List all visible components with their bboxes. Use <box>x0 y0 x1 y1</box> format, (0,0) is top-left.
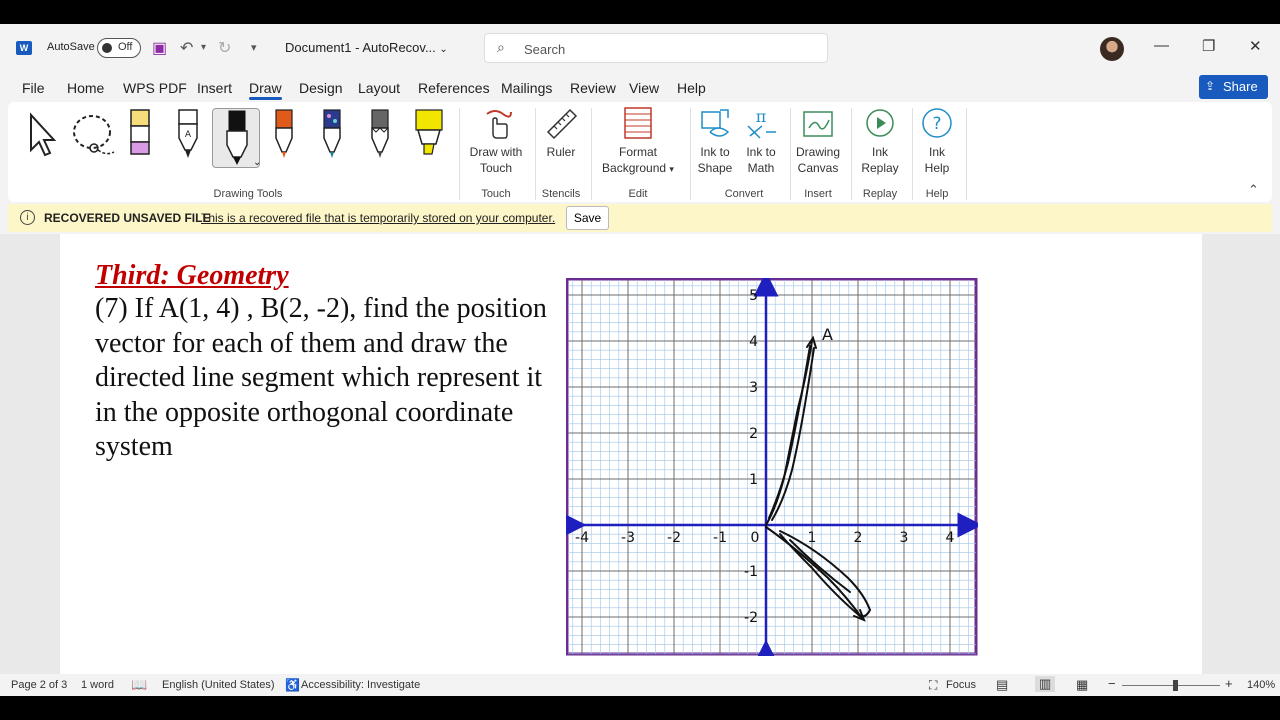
ink-help-button[interactable] <box>916 106 958 176</box>
ink-to-shape-icon <box>698 106 732 140</box>
x-tick-label: 1 <box>807 530 817 546</box>
group-label-drawing-tools: Drawing Tools <box>213 188 283 200</box>
document-area <box>0 234 1280 674</box>
share-icon: ⇪ <box>1205 79 1216 93</box>
separator <box>851 108 852 200</box>
ink-help-label: Ink Help <box>924 145 950 175</box>
customize-toolbar-icon[interactable]: ▾ <box>251 42 257 54</box>
chevron-down-icon: ▾ <box>669 164 674 174</box>
drawing-canvas-label: Drawing Canvas <box>795 145 840 175</box>
search-placeholder: Search <box>524 42 566 57</box>
zoom-level[interactable]: 140% <box>1247 679 1276 691</box>
tab-layout[interactable]: Layout <box>358 80 401 96</box>
x-tick-label: 4 <box>945 530 955 546</box>
save-button[interactable]: Save <box>566 206 609 230</box>
draw-ribbon <box>8 102 1272 202</box>
word-window <box>0 24 1280 696</box>
y-tick-label: 1 <box>749 472 758 488</box>
tab-help[interactable]: Help <box>677 80 706 96</box>
touch-draw-icon <box>479 106 513 140</box>
ink-replay-icon <box>863 106 897 140</box>
x-tick-label: -4 <box>575 530 589 546</box>
save-icon[interactable]: ▣ <box>152 40 168 57</box>
info-icon: i <box>20 210 35 225</box>
autosave-label: AutoSave <box>47 41 95 53</box>
word-count[interactable]: 1 word <box>81 679 115 691</box>
black-pen-icon <box>213 109 261 169</box>
drawing-canvas-button[interactable] <box>793 106 843 176</box>
restore-icon[interactable]: ❐ <box>1202 38 1216 55</box>
selected-pen-tile[interactable] <box>212 108 260 168</box>
ink-replay-button[interactable] <box>856 106 904 176</box>
separator <box>535 108 536 200</box>
section-heading: Third: Geometry <box>95 260 289 291</box>
tab-draw[interactable]: Draw <box>249 80 282 96</box>
group-label-replay: Replay <box>862 188 898 200</box>
ruler-label: Ruler <box>546 145 576 159</box>
search-box[interactable] <box>484 33 828 63</box>
focus-button[interactable]: Focus <box>946 679 976 691</box>
separator <box>912 108 913 200</box>
zoom-out-icon[interactable]: − <box>1108 676 1116 691</box>
action-pen-icon[interactable] <box>176 108 200 160</box>
document-page[interactable] <box>60 234 1202 674</box>
separator <box>591 108 592 200</box>
eraser-icon[interactable] <box>128 108 152 158</box>
web-layout-icon[interactable]: ▦ <box>1076 677 1089 692</box>
gray-pencil-icon[interactable] <box>368 108 392 160</box>
print-layout-icon[interactable]: ▥ <box>1035 676 1055 692</box>
point-a-label: A <box>822 325 833 344</box>
tab-file[interactable]: File <box>22 80 45 96</box>
ink-replay-label: Ink Replay <box>861 145 899 175</box>
format-background-button[interactable] <box>596 106 680 177</box>
menu-bar <box>0 76 1280 102</box>
tab-review[interactable]: Review <box>570 80 616 96</box>
close-icon[interactable]: ✕ <box>1249 38 1262 55</box>
accessibility-status[interactable]: Accessibility: Investigate <box>301 679 421 691</box>
y-tick-label: -2 <box>744 610 758 626</box>
format-background-label: Format Background <box>602 145 667 175</box>
tab-mailings[interactable]: Mailings <box>501 80 553 96</box>
group-label-touch: Touch <box>481 188 511 200</box>
x-tick-label: -3 <box>621 530 635 546</box>
page-count[interactable]: Page 2 of 3 <box>11 679 68 691</box>
zoom-slider-thumb[interactable] <box>1173 680 1178 691</box>
help-icon <box>920 106 954 140</box>
share-label: Share <box>1223 79 1258 94</box>
svg-text:π: π <box>755 107 767 126</box>
y-tick-label: 5 <box>749 288 758 304</box>
ink-to-math-label: Ink to Math <box>746 145 776 175</box>
share-button[interactable] <box>1199 75 1268 99</box>
format-background-icon <box>621 106 655 140</box>
group-label-convert: Convert <box>724 188 764 200</box>
undo-dropdown-icon[interactable]: ▾ <box>201 42 207 53</box>
y-tick-label: 2 <box>749 426 758 442</box>
accessibility-icon: ♿ <box>285 678 300 692</box>
zoom-in-icon[interactable]: + <box>1225 676 1233 691</box>
x-tick-label: -1 <box>713 530 727 546</box>
y-tick-label: 3 <box>749 380 758 396</box>
tab-insert[interactable]: Insert <box>197 80 233 96</box>
language[interactable]: English (United States) <box>162 679 275 691</box>
infobar-message[interactable]: This is a recovered file that is temporarily stored on your computer. <box>201 211 556 225</box>
orange-pencil-icon[interactable] <box>272 108 296 160</box>
redo-icon[interactable]: ↻ <box>218 40 232 57</box>
x-tick-label: 0 <box>750 530 760 546</box>
zoom-slider-track[interactable] <box>1122 685 1220 686</box>
tab-wps-pdf[interactable]: WPS PDF <box>123 80 187 96</box>
toggle-knob-icon <box>102 43 112 53</box>
infobar-title: RECOVERED UNSAVED FILE <box>44 211 211 225</box>
y-tick-label: 4 <box>749 334 758 350</box>
galaxy-pen-icon[interactable] <box>320 108 344 160</box>
document-title[interactable]: Document1 - AutoRecov... ⌄ <box>285 40 448 55</box>
svg-text:A: A <box>184 130 192 140</box>
group-label-help: Help <box>925 188 949 200</box>
ruler-button[interactable] <box>540 106 582 160</box>
coordinate-grid-figure <box>566 278 978 656</box>
minimize-icon[interactable]: — <box>1154 37 1169 54</box>
question-text: (7) If A(1, 4) , B(2, -2), find the position vector for each of them and draw the directed line segment which represent it in the opposite orthogonal coordinate system <box>95 293 547 462</box>
tab-design[interactable]: Design <box>299 80 343 96</box>
tab-home[interactable]: Home <box>67 80 105 96</box>
y-tick-label: -1 <box>744 564 758 580</box>
autosave-state: Off <box>118 41 133 53</box>
draw-with-touch-button[interactable] <box>466 106 526 176</box>
ink-to-math-icon <box>744 106 778 140</box>
x-tick-label: -2 <box>667 530 681 546</box>
tab-references[interactable]: References <box>418 80 490 96</box>
read-mode-icon[interactable]: ▤ <box>996 677 1009 692</box>
title-bar <box>0 24 1280 72</box>
separator <box>966 108 967 200</box>
highlighter-icon[interactable] <box>414 108 444 160</box>
draw-with-touch-label: Draw with Touch <box>469 145 523 175</box>
recovered-file-bar <box>8 204 1272 232</box>
undo-icon[interactable]: ↶ <box>180 40 194 57</box>
proofing-icon[interactable]: 📖 <box>131 677 148 692</box>
svg-text:⌄: ⌄ <box>253 157 261 168</box>
separator <box>790 108 791 200</box>
autosave-toggle[interactable] <box>97 38 141 58</box>
select-objects-icon[interactable] <box>26 112 58 158</box>
x-tick-label: 2 <box>853 530 863 546</box>
search-icon: ⌕ <box>497 39 505 55</box>
x-tick-label: 3 <box>899 530 909 546</box>
group-label-edit: Edit <box>628 188 648 200</box>
separator <box>690 108 691 200</box>
lasso-select-icon[interactable] <box>70 112 118 158</box>
focus-icon: ⛶ <box>929 678 938 692</box>
ruler-icon <box>544 106 578 140</box>
group-label-stencils: Stencils <box>541 188 581 200</box>
group-label-insert: Insert <box>804 188 832 200</box>
separator <box>459 108 460 200</box>
chevron-down-icon: ⌄ <box>439 44 448 55</box>
tab-view[interactable]: View <box>629 80 660 96</box>
user-avatar[interactable] <box>1100 37 1124 61</box>
word-logo-icon: W <box>16 41 32 55</box>
collapse-ribbon-icon[interactable]: ⌃ <box>1248 182 1259 197</box>
status-bar <box>0 674 1280 696</box>
drawing-canvas-icon <box>801 106 835 140</box>
ink-to-shape-label: Ink to Shape <box>697 145 733 175</box>
ink-to-shape-button[interactable] <box>693 106 737 176</box>
ink-to-math-button[interactable] <box>739 106 783 176</box>
svg-text:?: ? <box>932 114 942 134</box>
